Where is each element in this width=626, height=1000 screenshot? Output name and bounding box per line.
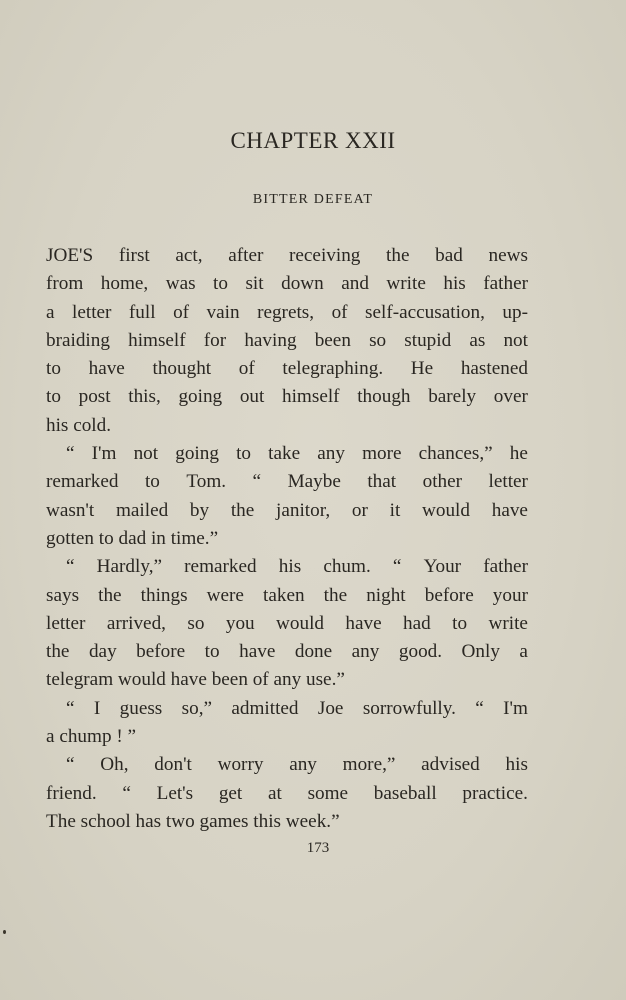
body-text	[46, 242, 528, 836]
text-line: “ I'm not going to take any more chances,” he	[66, 443, 528, 465]
text-line: to post this, going out himself though barely over	[46, 386, 528, 408]
page-number: 173	[306, 840, 330, 856]
text-line: “ I guess so,” admitted Joe sorrowfully. “ I'm	[66, 697, 528, 719]
text-line: telegram would have been of any use.”	[46, 669, 345, 691]
chapter-subtitle: BITTER DEFEAT	[252, 192, 374, 207]
text-line: a chump ! ”	[46, 726, 137, 748]
text-line: The school has two games this week.”	[46, 810, 340, 832]
text-line: braiding himself for having been so stupid as not	[46, 329, 528, 351]
text-line: “ Oh, don't worry any more,” advised his	[66, 754, 528, 776]
text-line: a letter full of vain regrets, of self-accusation, up-	[46, 301, 528, 323]
text-line: from home, was to sit down and write his father	[46, 273, 528, 295]
text-line: says the things were taken the night before your	[46, 584, 528, 606]
text-line: gotten to dad in time.”	[46, 527, 219, 549]
text-line: his cold.	[46, 414, 112, 436]
text-line: the day before to have done any good. Only a	[46, 641, 528, 663]
text-line: wasn't mailed by the janitor, or it would have	[46, 499, 528, 521]
text-line: friend. “ Let's get at some baseball practice.	[46, 782, 528, 804]
text-line: JOE'S first act, after receiving the bad news	[46, 245, 528, 266]
page-speck	[3, 930, 6, 934]
text-line: to have thought of telegraphing. He hastened	[46, 358, 528, 380]
chapter-heading: CHAPTER XXII	[230, 128, 396, 153]
text-line: remarked to Tom. “ Maybe that other letter	[46, 471, 528, 493]
text-line: letter arrived, so you would have had to write	[46, 612, 528, 634]
text-line: “ Hardly,” remarked his chum. “ Your father	[66, 556, 528, 578]
